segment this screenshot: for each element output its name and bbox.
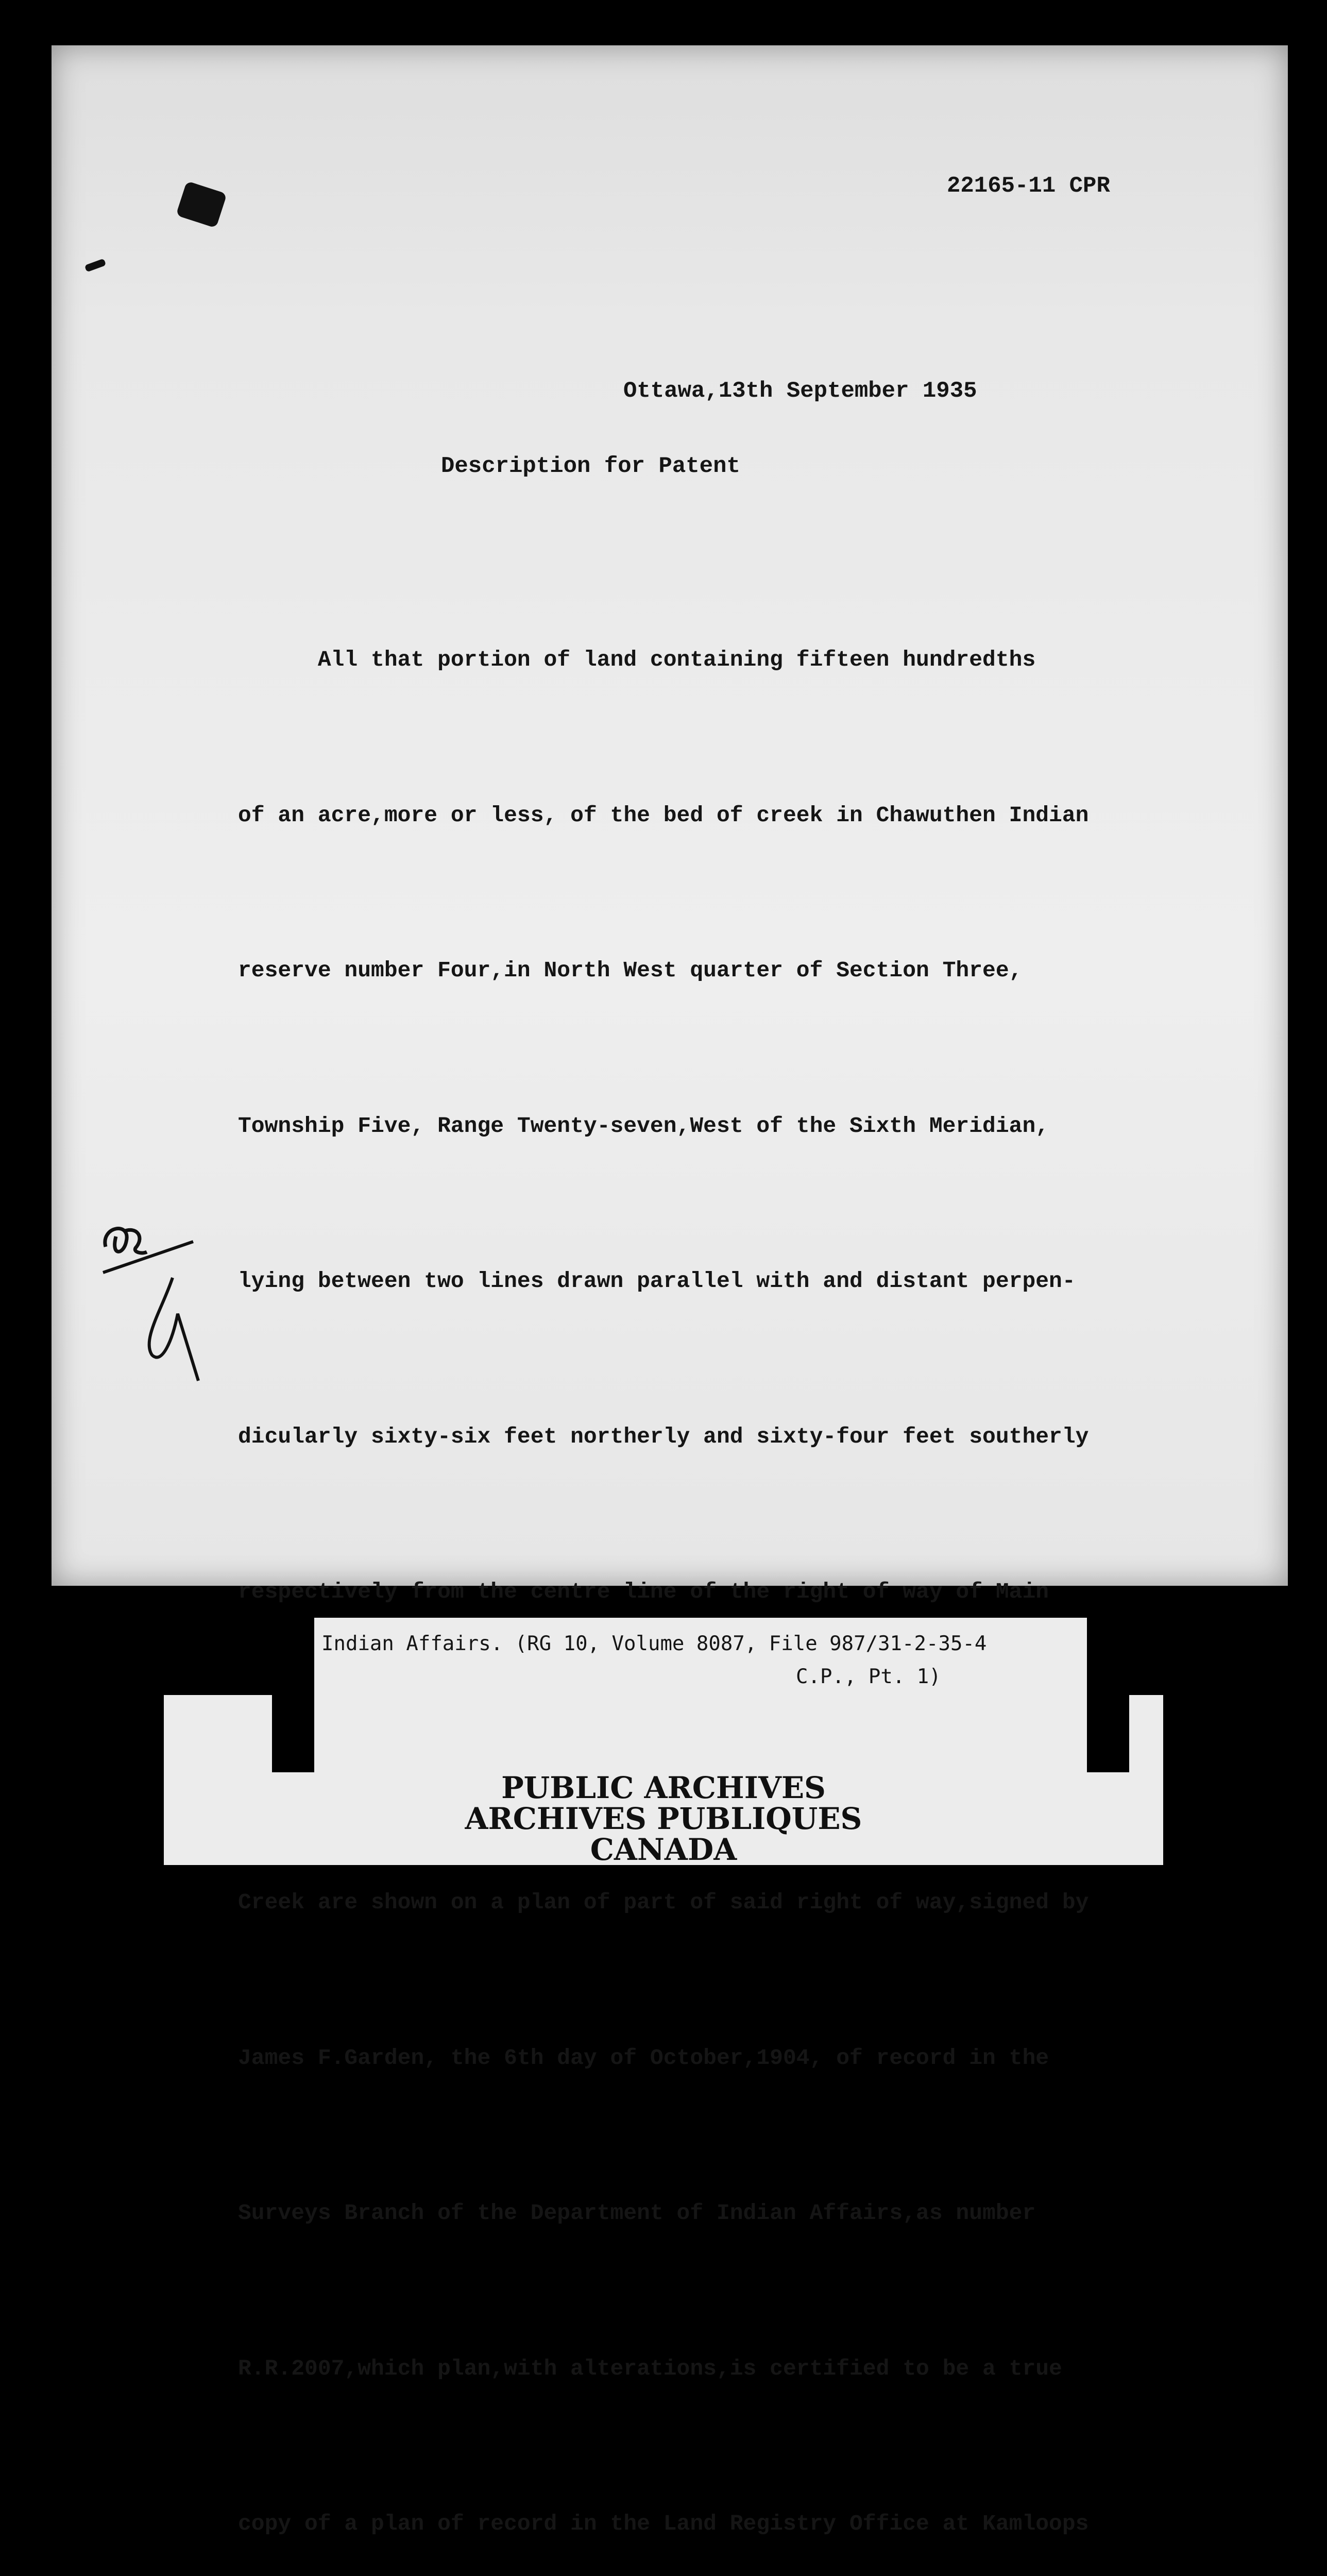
body-line: R.R.2007,which plan,with alterations,is certified to be a true xyxy=(238,2355,1062,2381)
stamp-line-french: ARCHIVES PUBLIQUES xyxy=(465,1801,862,1836)
body-line: of an acre,more or less, of the bed of creek in Chawuthen Indian xyxy=(238,802,1089,828)
stamp-line-english: PUBLIC ARCHIVES xyxy=(501,1770,826,1805)
dateline: Ottawa,13th September 1935 xyxy=(623,378,977,404)
body-line: dicularly sixty-six feet northerly and sixty-four feet southerly xyxy=(238,1423,1089,1449)
body-line: copy of a plan of record in the Land Registry Office at Kamloops xyxy=(238,2511,1089,2536)
body-line: Township Five, Range Twenty-seven,West of the Sixth Meridian, xyxy=(238,1113,1049,1139)
body-line: James F.Garden, the 6th day of October,1904, of record in the xyxy=(238,2045,1049,2071)
handwritten-initials xyxy=(95,1216,229,1391)
file-reference: 22165-11 CPR xyxy=(947,173,1110,199)
description-body xyxy=(238,531,1088,2576)
body-line: reserve number Four,in North West quarter of Section Three, xyxy=(238,958,1023,983)
document-heading: Description for Patent xyxy=(441,453,740,479)
stamp-line-country: CANADA xyxy=(590,1832,737,1867)
card-notch-left xyxy=(272,1695,314,1772)
body-line: All that portion of land containing fifteen hundredths xyxy=(238,647,1036,672)
archive-reference-line1: Indian Affairs. (RG 10, Volume 8087, File 987/31-2-35-4 xyxy=(321,1632,987,1655)
body-line: Surveys Branch of the Department of Indian Affairs,as number xyxy=(238,2200,1036,2226)
card-notch-right xyxy=(1087,1695,1129,1772)
body-line: lying between two lines drawn parallel with and distant perpen- xyxy=(238,1268,1076,1294)
body-line: Creek are shown on a plan of part of said right of way,signed by xyxy=(238,1890,1089,1915)
archive-reference-line2: C.P., Pt. 1) xyxy=(796,1665,941,1688)
body-line: respectively from the centre line of the right of way of Main xyxy=(238,1579,1049,1604)
